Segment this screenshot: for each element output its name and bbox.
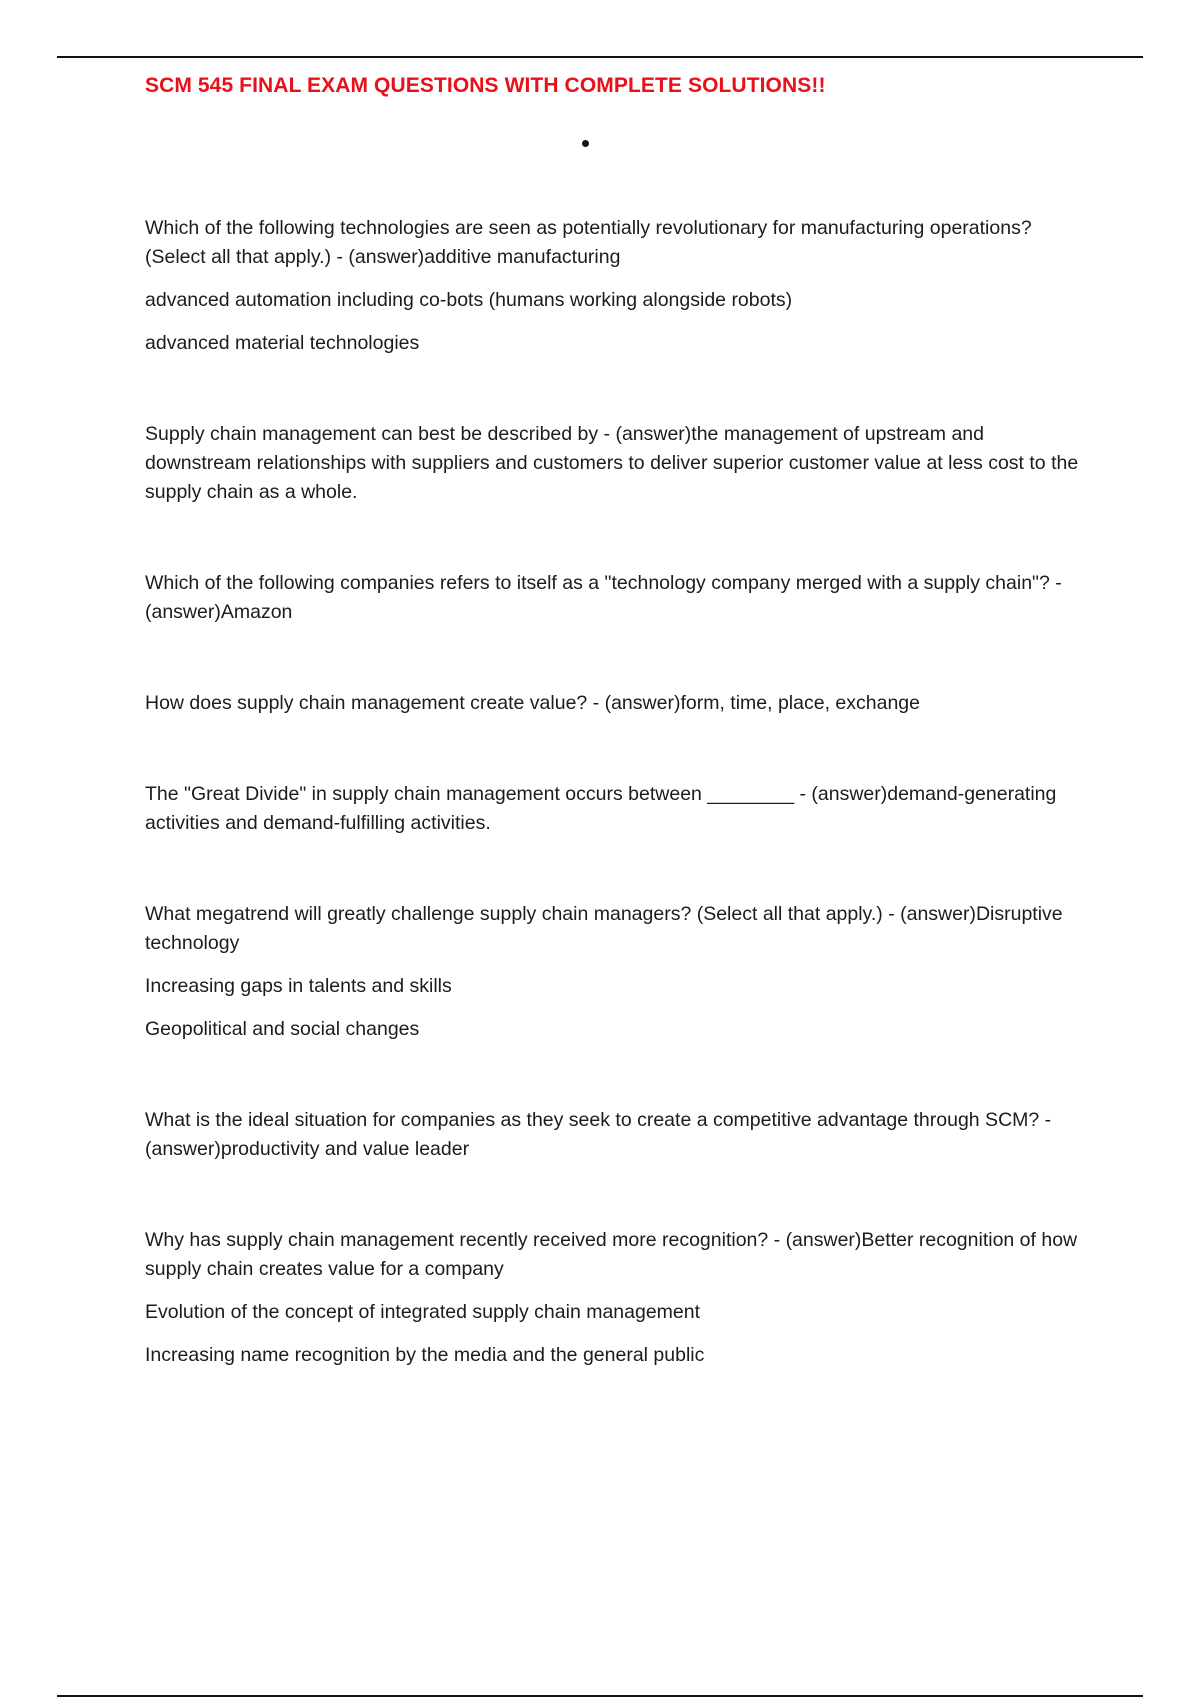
answer-line: advanced material technologies	[145, 332, 420, 354]
qa-item	[145, 900, 1090, 1044]
qa-list	[145, 214, 1090, 1432]
question-text: What is the ideal situation for companies as they seek to create a competitive advantage through SCM? - (answer)productivity and value leader	[145, 1109, 1052, 1160]
answer-line: Evolution of the concept of integrated supply chain management	[145, 1301, 701, 1323]
bullet-icon	[582, 140, 589, 147]
answer-line: Increasing gaps in talents and skills	[145, 975, 452, 997]
qa-item	[145, 689, 1090, 718]
answer-line: Increasing name recognition by the media and the general public	[145, 1344, 705, 1366]
page-title: SCM 545 FINAL EXAM QUESTIONS WITH COMPLETE SOLUTIONS!!	[145, 74, 826, 97]
question-text: How does supply chain management create value? - (answer)form, time, place, exchange	[145, 692, 920, 714]
question-text: The "Great Divide" in supply chain management occurs between ________ - (answer)demand-generating activities and demand-fulfilling activities.	[145, 783, 1057, 834]
qa-item	[145, 420, 1090, 507]
question-text: Supply chain management can best be described by - (answer)the management of upstream and downstream relationships with suppliers and customers to deliver superior customer value at less cost to the supply chain as a whole.	[145, 423, 1079, 503]
qa-item	[145, 1106, 1090, 1164]
qa-item	[145, 214, 1090, 358]
qa-item	[145, 780, 1090, 838]
answer-line: advanced automation including co-bots (humans working alongside robots)	[145, 289, 793, 311]
answer-line: Geopolitical and social changes	[145, 1018, 420, 1040]
question-text: Which of the following technologies are seen as potentially revolutionary for manufacturing operations? (Select all that apply.) - (answer)additive manufacturing	[145, 217, 1032, 268]
qa-item	[145, 569, 1090, 627]
top-divider	[57, 56, 1143, 58]
bottom-divider	[57, 1695, 1143, 1697]
qa-item	[145, 1226, 1090, 1370]
question-text: What megatrend will greatly challenge supply chain managers? (Select all that apply.) - (answer)Disruptive technology	[145, 903, 1063, 954]
question-text: Which of the following companies refers to itself as a "technology company merged with a supply chain"? - (answer)Amazon	[145, 572, 1062, 623]
question-text: Why has supply chain management recently received more recognition? - (answer)Better recognition of how supply chain creates value for a company	[145, 1229, 1078, 1280]
